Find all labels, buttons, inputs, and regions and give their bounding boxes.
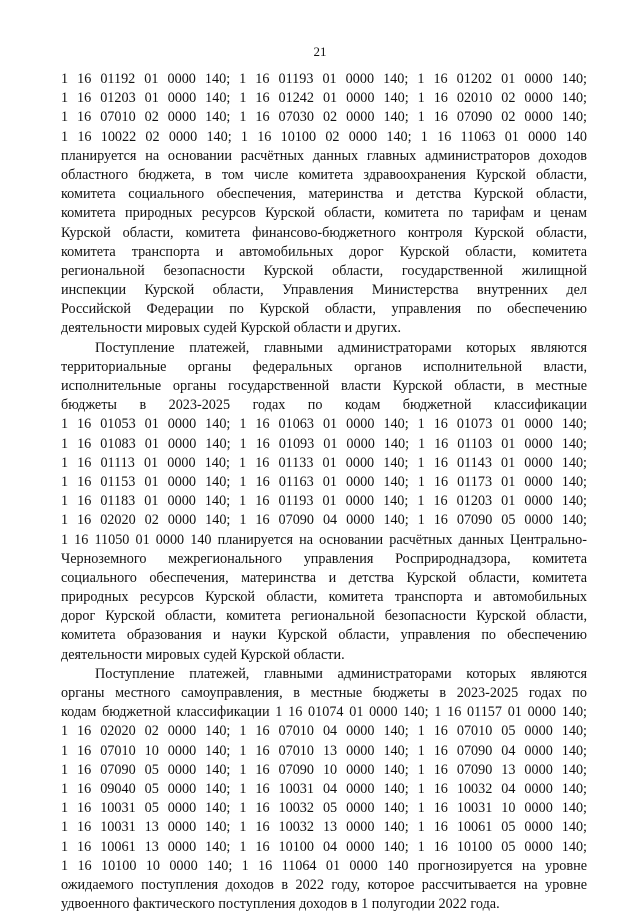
text-line: бюджеты в 2023-2025 годах по кодам бюджетной классификации — [61, 397, 587, 414]
text-line: природных ресурсов Курской области, комитета транспорта и автомобильных — [61, 589, 587, 606]
text-line: Поступление платежей, главными администраторами которых являются — [95, 665, 587, 682]
text-line: 1 16 10022 02 0000 140; 1 16 10100 02 0000 140; 1 16 11063 01 0000 140 — [61, 128, 587, 145]
text-line: комитета природных ресурсов Курской области, комитета по тарифам и ценам — [61, 205, 587, 222]
text-line: 1 16 01083 01 0000 140; 1 16 01093 01 0000 140; 1 16 01103 01 0000 140; — [61, 435, 587, 452]
text-line: комитета социального обеспечения, материнства и детства Курской области, — [61, 186, 587, 203]
text-line: планируется на основании расчётных данных главных администраторов доходов — [61, 147, 587, 164]
text-line: 1 16 02020 02 0000 140; 1 16 07010 04 0000 140; 1 16 07010 05 0000 140; — [61, 723, 587, 740]
text-line: социального обеспечения, материнства и детства Курской области, комитета — [61, 569, 587, 586]
text-line: 1 16 07010 02 0000 140; 1 16 07030 02 0000 140; 1 16 07090 02 0000 140; — [61, 109, 587, 126]
text-line: дорог Курской области, комитета региональной безопасности Курской области, — [61, 608, 587, 625]
document-body — [61, 70, 587, 914]
text-line: 1 16 01153 01 0000 140; 1 16 01163 01 0000 140; 1 16 01173 01 0000 140; — [61, 473, 587, 490]
text-line: деятельности мировых судей Курской области и других. — [61, 320, 402, 337]
text-line: удвоенного фактического поступления доходов в 1 полугодии 2022 года. — [61, 896, 500, 913]
text-line: Черноземного межрегионального управления Росприроднадзора, комитета — [61, 550, 587, 567]
text-line: 1 16 01053 01 0000 140; 1 16 01063 01 0000 140; 1 16 01073 01 0000 140; — [61, 416, 587, 433]
text-line: деятельности мировых судей Курской области. — [61, 646, 345, 663]
text-line: органы местного самоуправления, в местные бюджеты в 2023-2025 годах по — [61, 685, 587, 701]
page-number: 21 — [313, 44, 327, 59]
text-line: 1 16 07010 10 0000 140; 1 16 07010 13 0000 140; 1 16 07090 04 0000 140; — [61, 742, 587, 759]
text-line: 1 16 01192 01 0000 140; 1 16 01193 01 0000 140; 1 16 01202 01 0000 140; — [61, 71, 587, 87]
text-line: 1 16 10031 05 0000 140; 1 16 10032 05 0000 140; 1 16 10031 10 0000 140; — [61, 800, 587, 817]
text-line: 1 16 07090 05 0000 140; 1 16 07090 10 0000 140; 1 16 07090 13 0000 140; — [61, 761, 587, 778]
text-line: 1 16 09040 05 0000 140; 1 16 10031 04 0000 140; 1 16 10032 04 0000 140; — [61, 780, 587, 797]
text-line: 1 16 10100 10 0000 140; 1 16 11064 01 0000 140 прогнозируется на уровне — [61, 857, 587, 874]
paragraph — [61, 665, 587, 914]
text-line: Курской области, комитета финансово-бюджетного контроля Курской области, — [61, 224, 587, 241]
text-line: 1 16 01203 01 0000 140; 1 16 01242 01 0000 140; 1 16 02010 02 0000 140; — [61, 90, 587, 107]
paragraph — [61, 70, 587, 339]
text-line: 1 16 10031 13 0000 140; 1 16 10032 13 0000 140; 1 16 10061 05 0000 140; — [61, 819, 587, 836]
text-line: 1 16 01113 01 0000 140; 1 16 01133 01 0000 140; 1 16 01143 01 0000 140; — [61, 454, 587, 471]
paragraph — [61, 339, 587, 665]
text-line: территориальные органы федеральных органов исполнительной власти, — [61, 358, 587, 375]
text-line: 1 16 02020 02 0000 140; 1 16 07090 04 0000 140; 1 16 07090 05 0000 140; — [61, 512, 587, 529]
text-line: ожидаемого поступления доходов в 2022 году, которое рассчитывается на уровне — [61, 876, 587, 893]
text-line: региональной безопасности Курской области, государственной жилищной — [61, 262, 587, 279]
text-line: кодам бюджетной классификации 1 16 01074 01 0000 140; 1 16 01157 01 0000 140; — [61, 704, 587, 721]
text-line: инспекции Курской области, Управления Министерства внутренних дел — [61, 282, 587, 299]
text-line: исполнительные органы государственной власти Курской области, в местные — [61, 378, 587, 394]
text-line: Российской Федерации по Курской области, управления по обеспечению — [61, 301, 587, 318]
text-line: комитета образования и науки Курской области, управления по обеспечению — [61, 627, 587, 644]
text-line: Поступление платежей, главными администраторами которых являются — [95, 339, 587, 356]
text-line: комитета транспорта и автомобильных дорог Курской области, комитета — [61, 243, 587, 260]
text-line: 1 16 11050 01 0000 140 планируется на основании расчётных данных Центрально- — [61, 531, 587, 548]
text-line: областного бюджета, в том числе комитета здравоохранения Курской области, — [61, 166, 587, 183]
text-line: 1 16 10061 13 0000 140; 1 16 10100 04 0000 140; 1 16 10100 05 0000 140; — [61, 838, 587, 855]
text-line: 1 16 01183 01 0000 140; 1 16 01193 01 0000 140; 1 16 01203 01 0000 140; — [61, 493, 587, 510]
